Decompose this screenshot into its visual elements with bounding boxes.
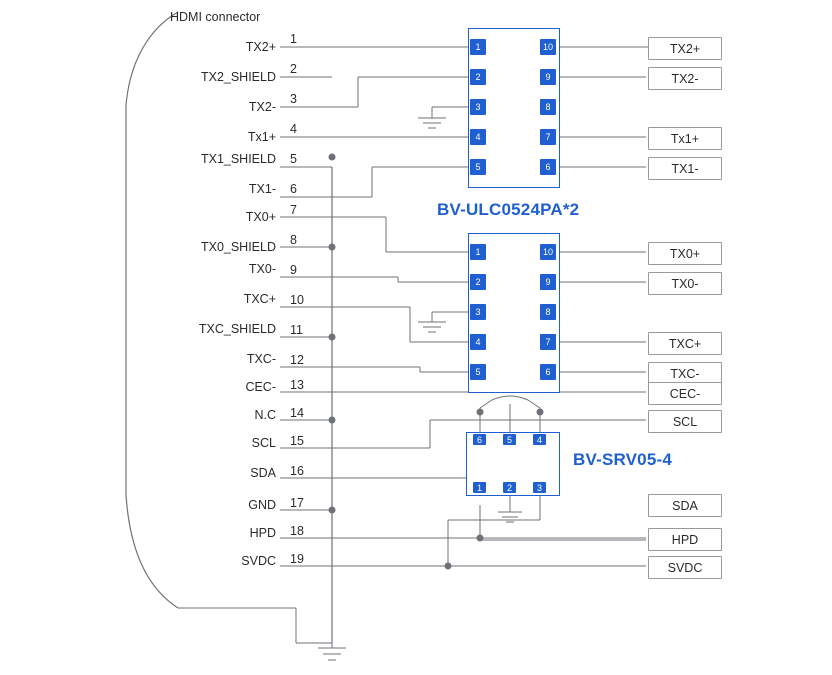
output-tx0-plus: TX0+ (648, 242, 722, 265)
ulc-bottom-pin-5: 5 (470, 364, 486, 380)
srv-pin-5: 5 (503, 434, 516, 445)
pin-name-4: Tx1+ (247, 130, 276, 144)
ulc-top-pin-4: 4 (470, 129, 486, 145)
pin-number-9: 9 (290, 263, 297, 277)
ulc-top-pin-2: 2 (470, 69, 486, 85)
output-tx1-minus: TX1- (648, 157, 722, 180)
ulc-top-pin-10: 10 (540, 39, 556, 55)
pin-name-8: TX0_SHIELD (200, 240, 276, 254)
ulc-bottom-pin-9: 9 (540, 274, 556, 290)
output-tx0-minus: TX0- (648, 272, 722, 295)
pin-number-13: 13 (290, 378, 304, 392)
ulc-bottom-pin-7: 7 (540, 334, 556, 350)
pin-number-18: 18 (290, 524, 304, 538)
pin-number-19: 19 (290, 552, 304, 566)
output-sda: SDA (648, 494, 722, 517)
ulc-top-pin-7: 7 (540, 129, 556, 145)
pin-number-14: 14 (290, 406, 304, 420)
pin-name-16: SDA (250, 466, 276, 480)
part-label-srv: BV-SRV05-4 (573, 450, 673, 469)
pin-name-18: HPD (249, 526, 276, 540)
pin-name-19: SVDC (241, 554, 276, 568)
pin-name-14: N.C (254, 408, 276, 422)
srv-pin-1: 1 (473, 482, 486, 493)
ulc-bottom-pin-8: 8 (540, 304, 556, 320)
pin-name-10: TXC+ (243, 292, 276, 306)
ulc-top-pin-6: 6 (540, 159, 556, 175)
pin-number-3: 3 (290, 92, 297, 106)
pin-name-15: SCL (251, 436, 276, 450)
ulc-bottom-pin-6: 6 (540, 364, 556, 380)
pin-name-2: TX2_SHIELD (200, 70, 276, 84)
output-txc-minus: TXC- (648, 362, 722, 385)
ulc-bottom-pin-10: 10 (540, 244, 556, 260)
output-svdc: SVDC (648, 556, 722, 579)
ulc-top-pin-1: 1 (470, 39, 486, 55)
pin-name-12: TXC- (246, 352, 276, 366)
pin-number-8: 8 (290, 233, 297, 247)
pin-number-17: 17 (290, 496, 304, 510)
pin-number-10: 10 (290, 293, 304, 307)
output-tx1-plus: Tx1+ (648, 127, 722, 150)
pin-number-6: 6 (290, 182, 297, 196)
pin-name-17: GND (248, 498, 276, 512)
pin-name-11: TXC_SHIELD (198, 322, 276, 336)
ulc-top-pin-9: 9 (540, 69, 556, 85)
pin-number-16: 16 (290, 464, 304, 478)
srv-pin-3: 3 (533, 482, 546, 493)
output-scl: SCL (648, 410, 722, 433)
ulc-bottom-pin-4: 4 (470, 334, 486, 350)
pin-name-1: TX2+ (245, 40, 276, 54)
pin-number-1: 1 (290, 32, 297, 46)
pin-number-11: 11 (290, 323, 303, 337)
srv-pin-2: 2 (503, 482, 516, 493)
part-label-ulc: BV-ULC0524PA*2 (437, 200, 580, 219)
pin-name-3: TX2- (248, 100, 276, 114)
hdmi-connector-title: HDMI connector (170, 10, 261, 24)
srv-pin-4: 4 (533, 434, 546, 445)
pin-name-13: CEC- (245, 380, 276, 394)
pin-name-6: TX1- (248, 182, 276, 196)
pin-name-5: TX1_SHIELD (200, 152, 276, 166)
output-cec: CEC- (648, 382, 722, 405)
pin-number-4: 4 (290, 122, 297, 136)
output-txc-plus: TXC+ (648, 332, 722, 355)
ulc-bottom-pin-2: 2 (470, 274, 486, 290)
ulc-bottom-pin-3: 3 (470, 304, 486, 320)
ulc-top-pin-3: 3 (470, 99, 486, 115)
srv-pin-6: 6 (473, 434, 486, 445)
pin-number-15: 15 (290, 434, 304, 448)
ulc-top-pin-8: 8 (540, 99, 556, 115)
pin-number-7: 7 (290, 203, 297, 217)
output-tx2-minus: TX2- (648, 67, 722, 90)
ulc-top-pin-5: 5 (470, 159, 486, 175)
output-hpd: HPD (648, 528, 722, 551)
pin-number-2: 2 (290, 62, 297, 76)
ulc-bottom-pin-1: 1 (470, 244, 486, 260)
pin-number-5: 5 (290, 152, 297, 166)
pin-number-12: 12 (290, 353, 304, 367)
output-tx2-plus: TX2+ (648, 37, 722, 60)
pin-name-9: TX0- (248, 262, 276, 276)
pin-name-7: TX0+ (245, 210, 276, 224)
